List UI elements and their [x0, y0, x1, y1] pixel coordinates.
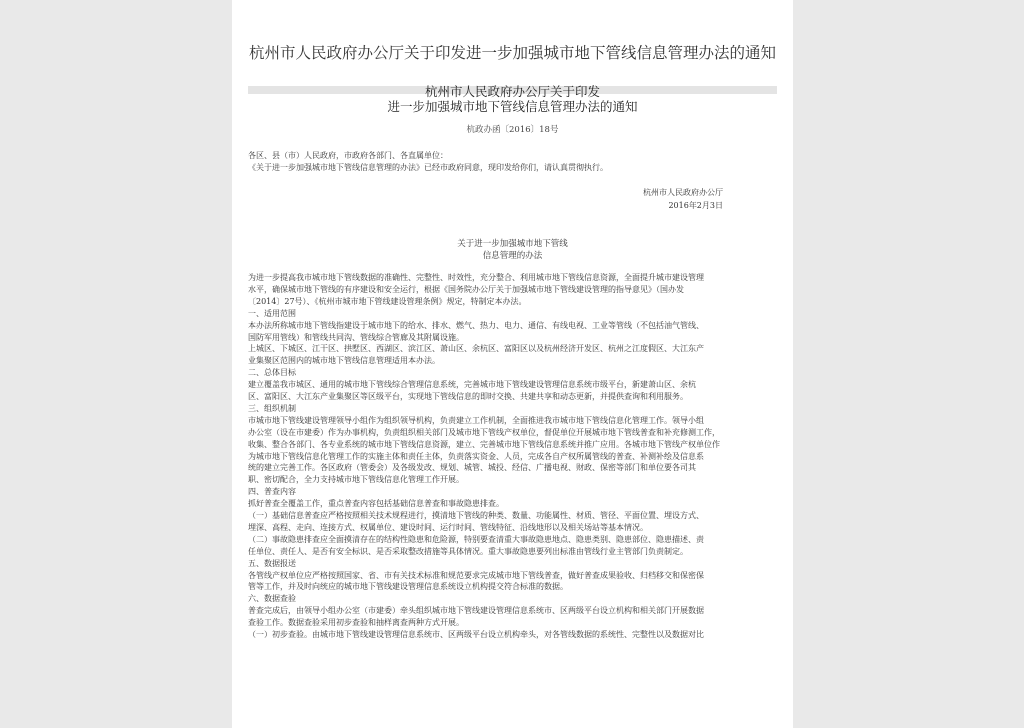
body-line: 抓好普查全覆盖工作，重点普查内容包括基础信息普查和事故隐患排查。 [248, 499, 504, 509]
issue-date: 2016年2月3日 [668, 201, 723, 210]
body-line: 管等工作，并及时向统应的城市地下管线建设管理信息系统设立机构提交符合标准的数据。 [248, 582, 568, 592]
body-line: 为进一步提高我市城市地下管线数据的准确性、完整性、时效性，充分整合、利用城市地下管线信息资源，全面提升城市建设管理 [248, 273, 704, 282]
body-line: 各管线产权单位应严格按照国家、省、市有关技术标准和规范要求完成城市地下管线普查，做好普查成果验收、归档移交和保密保 [248, 570, 704, 580]
subtitle-line-2: 信息管理的办法 [482, 251, 543, 261]
body-line: 职、密切配合，全力支持城市地下管线信息化管理工作开展。 [248, 475, 464, 485]
body-line: 本办法所称城市地下管线指建设于城市地下的给水、排水、燃气、热力、电力、通信、有线电视、工业等管线（不包括油气管线、 [248, 320, 704, 330]
body-line: 埋深、高程、走向、连接方式、权属单位、建设时间、运行时间、管线特征、沿线地形以及相关场站等基本情况。 [248, 522, 648, 532]
document-page [232, 0, 793, 728]
body-line: 六、数据查验 [248, 594, 296, 604]
body-line: 办公室（设在市建委）作为办事机构，负责组织相关部门及城市地下管线产权单位，督促单位开展城市地下管线普查和补充修测工作， [248, 427, 720, 437]
subtitle-line-1: 关于进一步加强城市地下管线 [457, 239, 568, 249]
body-line: 五、数据报送 [248, 558, 296, 568]
header-title-line-2: 进一步加强城市地下管线信息管理办法的通知 [387, 99, 638, 114]
signature: 杭州市人民政府办公厅 [643, 188, 723, 197]
header-title-line-1: 杭州市人民政府办公厅关于印发 [424, 84, 600, 99]
body-line: 区、富阳区、大江东产业集聚区等区级平台，实现地下管线信息的即时交换、共建共享和动态更新，并提供查询和利用服务。 [248, 392, 688, 401]
body-line: 收集、整合各部门、各专业系统的城市地下管线信息资源，建立、完善城市地下管线信息系统并推广应用。各城市地下管线产权单位作 [248, 439, 720, 449]
body-line: 任单位、责任人、是否有安全标识、是否采取整改措施等具体情况。重大事故隐患要列出标准由管线行业主管部门负责制定。 [248, 546, 688, 556]
body-line: 〔2014〕27号）、《杭州市城市地下管线建设管理条例》规定，特制定本办法。 [248, 296, 527, 306]
intro-paragraph: 《关于进一步加强城市地下管线信息管理的办法》已经市政府同意，现印发给你们，请认真贯彻执行。 [248, 163, 608, 172]
body-line: 上城区、下城区、江干区、拱墅区、西湖区、滨江区、萧山区、余杭区、富阳区以及杭州经济开发区、杭州之江度假区、大江东产 [248, 344, 704, 354]
body-line: 二、总体目标 [248, 368, 296, 378]
body-line: 市城市地下管线建设管理领导小组作为组织领导机构，负责建立工作机制，全面推进我市城市地下管线信息化管理工作。领导小组 [248, 415, 704, 425]
body-line: 一、适用范围 [248, 308, 296, 318]
document-number: 杭政办函〔2016〕18号 [466, 125, 559, 135]
addressee: 各区、县（市）人民政府，市政府各部门、各直属单位： [248, 151, 448, 160]
body-line: 四、普查内容 [248, 487, 296, 497]
body-line: （一）初步查验。由城市地下管线建设管理信息系统市、区两级平台设立机构牵头，对各管线数据的系统性、完整性以及数据对比 [248, 630, 704, 639]
page-title: 杭州市人民政府办公厅关于印发进一步加强城市地下管线信息管理办法的通知 [248, 44, 776, 62]
body-line: （二）事故隐患排查应全面摸清存在的结构性隐患和危险源，特别要查清重大事故隐患地点、隐患类别、隐患部位、隐患描述、责 [248, 534, 704, 544]
body-line: 国防军用管线）和管线共同沟、管线综合管廊及其附属设施。 [248, 332, 464, 342]
body-line: （一）基础信息普查应严格按照相关技术规程进行，摸清地下管线的种类、数量、功能属性、材质、管径、平面位置、埋设方式、 [248, 511, 704, 520]
body-line: 统的建立完善工作。各区政府（管委会）及各级发改、规划、城管、城投、经信、广播电视、财政、保密等部门和单位要各司其 [248, 463, 696, 473]
body-line: 三、组织机制 [248, 403, 296, 413]
body-line: 业集聚区范围内的城市地下管线信息管理适用本办法。 [248, 356, 440, 366]
body-line: 查验工作。数据查验采用初步查验和抽样离查两种方式开展。 [248, 618, 464, 628]
body-line: 水平，确保城市地下管线的有序建设和安全运行，根据《国务院办公厅关于加强城市地下管线建设管理的指导意见》（国办发 [248, 284, 684, 294]
body-line: 为城市地下管线信息化管理工作的实施主体和责任主体，负责落实资金、人员，完成各自产权所属管线的普查、补测补绘及信息系 [248, 451, 704, 461]
body-line: 普查完成后，由领导小组办公室（市建委）牵头组织城市地下管线建设管理信息系统市、区两级平台设立机构和相关部门开展数据 [248, 606, 704, 616]
body-line: 建立覆盖我市城区、通用的城市地下管线综合管理信息系统，完善城市地下管线建设管理信息系统市级平台，新建萧山区、余杭 [248, 380, 696, 390]
